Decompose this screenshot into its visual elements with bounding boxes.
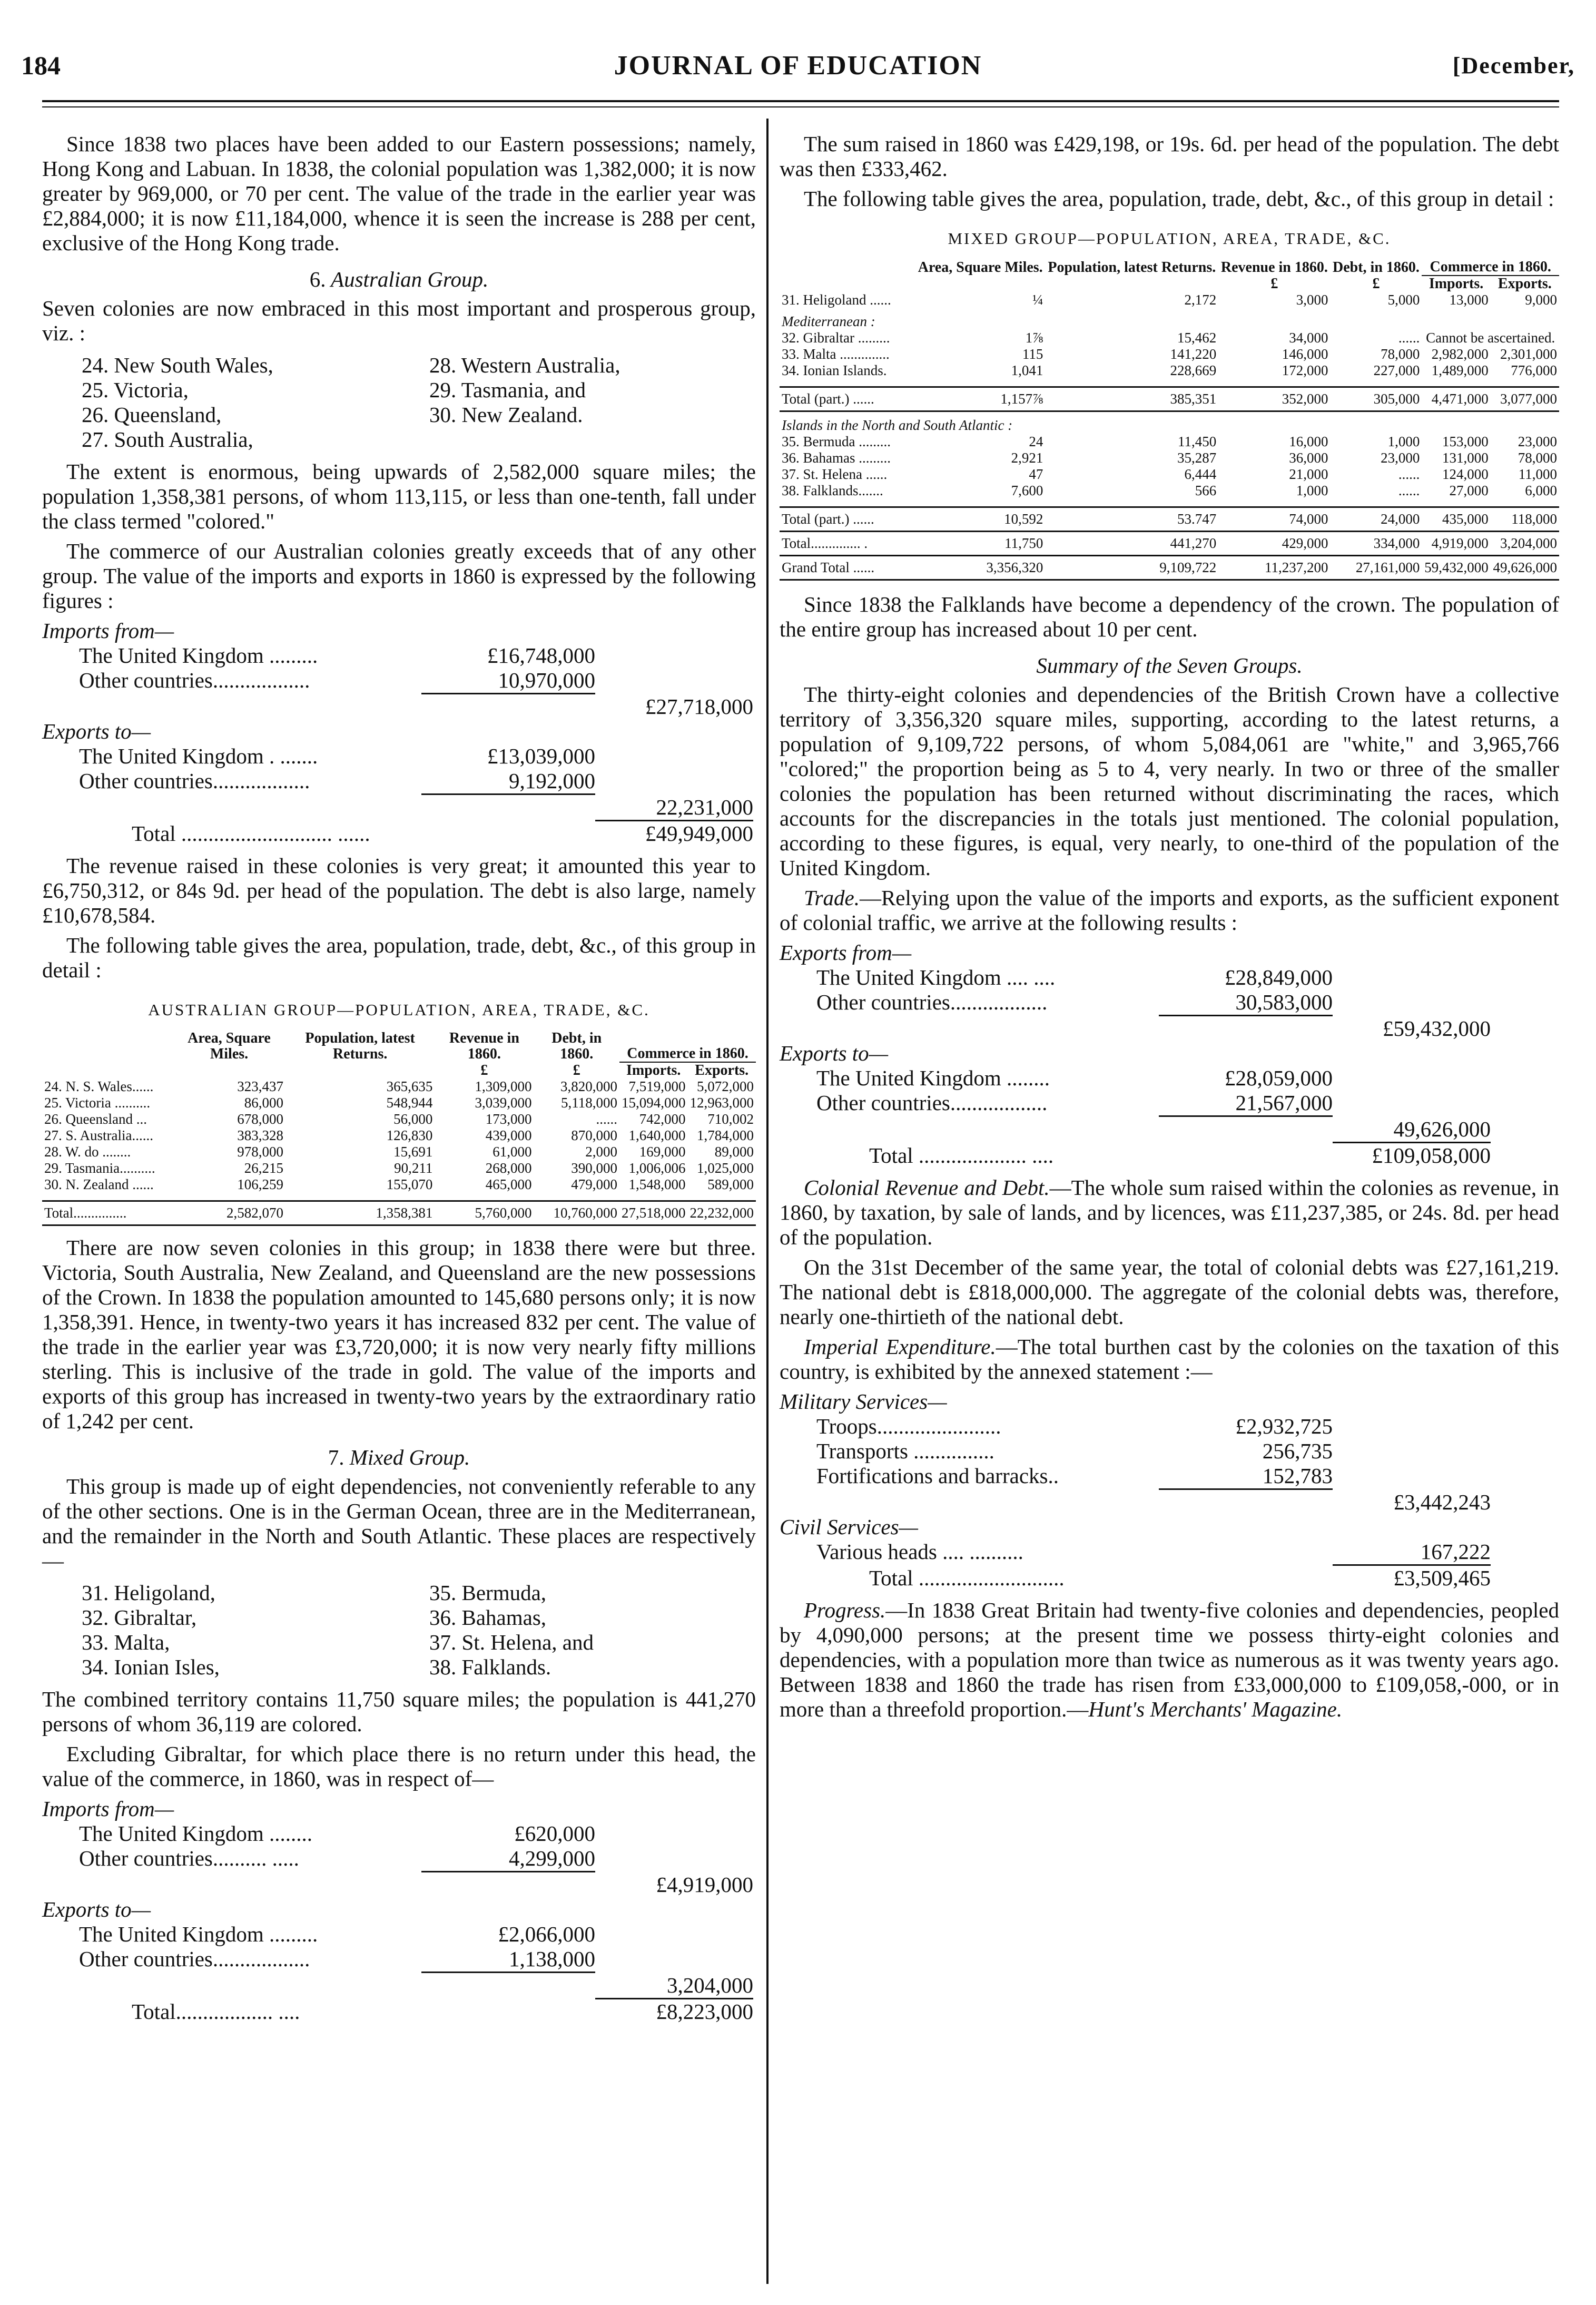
citation: Hunt's Merchants' Magazine. (1088, 1697, 1343, 1721)
figure-row: The United Kingdom ........ £620,000 (79, 1821, 595, 1846)
page-number: 184 (21, 51, 61, 80)
table-row: 35. Bermuda ......... 24 11,450 16,000 1,000 153,000 23,000 (782, 434, 1557, 449)
month-heading: [December, (1452, 53, 1575, 79)
table-row: 30. N. Zealand ...... 106,259 155,070 465,000 479,000 1,548,000 589,000 (44, 1176, 754, 1192)
figure-row: Troops....................... £2,932,725 (816, 1414, 1333, 1438)
figure-row: Other countries.......... ..... 4,299,000 (42, 1846, 756, 1872)
list-item: 32. Gibraltar, (82, 1605, 197, 1630)
table-row: 31. Heligoland ...... ¼ 2,172 3,000 5,000 13,000 9,000 (782, 292, 1557, 308)
list-item: 38. Falklands. (429, 1655, 551, 1679)
figure-subtotal: 49,626,000 (780, 1117, 1559, 1143)
list-item: 33. Malta, (82, 1630, 170, 1654)
list-item (429, 427, 756, 452)
column-header: Population, latest Returns. (1048, 259, 1216, 276)
mixed-group-table (780, 259, 1559, 581)
table-row: 36. Bahamas ......... 2,921 35,287 36,000 23,000 131,000 78,000 (782, 450, 1557, 466)
figure-row: Other countries.................. 21,567,000 (780, 1091, 1559, 1117)
figure-total: Total.................. .... £8,223,000 (132, 1999, 753, 2024)
table-row: 34. Ionian Islands. 1,041 228,669 172,000 227,000 1,489,000 776,000 (782, 362, 1557, 378)
figure-subtotal: £59,432,000 (1383, 1016, 1491, 1041)
figure-row: The United Kingdom ......... £16,748,000 (79, 643, 595, 668)
header-rule-thin (42, 106, 1559, 107)
paragraph-summary: The thirty-eight colonies and dependencies of the British Crown have a collective territory of 3,356,320 square miles, supporting, according to the latest returns, a population of 9,109,722 persons, of whom 5,084,061 are "white," and 3,965,766 "colored;" the proportion being as 5 to 4, very nearly. In two or three of the smaller colonies the population has been returned without discriminating the races, which accounts for the discrepancies in the totals just mentioned. The colonial population, according to these figures, is equal, very nearly, to one-third of the population of the United Kingdom. (780, 682, 1559, 880)
paragraph-extent: The extent is enormous, being upwards of 2,582,000 square miles; the population 1,358,381 persons, of whom 113,115, or less than one-tenth, fall under the class termed "colored." (42, 459, 756, 533)
column-header: Area, Square Miles. (188, 1030, 271, 1062)
table-subtotal-row: Total (part.) ...... 10,592 53.747 74,000 24,000 435,000 118,000 (780, 507, 1559, 532)
table-row: 24. N. S. Wales...... 323,437 365,635 1,309,000 3,820,000 7,519,000 5,072,000 (44, 1078, 754, 1094)
list-item: 31. Heligoland, (82, 1581, 215, 1605)
figure-heading: Exports to— (42, 719, 151, 743)
list-item: 36. Bahamas, (429, 1605, 547, 1630)
table-row: 37. St. Helena ...... 47 6,444 21,000 ...... 124,000 11,000 (782, 466, 1557, 482)
column-header: Debt, in 1860. (551, 1030, 602, 1062)
mixed-colony-list (82, 1581, 756, 1680)
paragraph-sum-raised: The sum raised in 1860 was £429,198, or 19s. 6d. per head of the population. The debt was then £333,462. (780, 132, 1559, 181)
figure-row: Fortifications and barracks.. 152,783 (780, 1464, 1559, 1490)
figure-total: Total .................... .... £109,058,000 (869, 1143, 1491, 1168)
column-header: Commerce in 1860. (1422, 259, 1559, 276)
list-item: 25. Victoria, (82, 378, 189, 402)
figure-subtotal: 3,204,000 (42, 1973, 756, 1999)
figure-heading: Civil Services— (780, 1515, 919, 1539)
figure-row: The United Kingdom . ....... £13,039,000 (79, 744, 595, 768)
figure-subtotal: £3,442,243 (1393, 1490, 1491, 1514)
column-header: Imports. (1428, 276, 1484, 292)
figure-row: Transports ............... 256,735 (816, 1439, 1333, 1463)
column-header: Revenue in 1860. (449, 1030, 519, 1062)
right-column (780, 132, 1559, 1727)
column-header: Exports. (1498, 276, 1552, 292)
section-heading-summary: Summary of the Seven Groups. (1036, 653, 1303, 678)
list-item: 30. New Zealand. (429, 403, 583, 427)
list-item: 27. South Australia, (82, 427, 253, 452)
figure-total: Total ........................... £3,509,465 (869, 1566, 1491, 1590)
total-trade-figures (780, 940, 1559, 1168)
column-header: Area, Square Miles. (918, 259, 1043, 276)
table-row: 27. S. Australia...... 383,328 126,830 439,000 870,000 1,640,000 1,784,000 (44, 1127, 754, 1143)
column-header: Revenue in 1860. (1220, 259, 1328, 276)
paragraph-progress: Progress.—In 1838 Great Britain had twenty-five colonies and dependencies, peopled by 4,090,000 persons; at the present time we possess thirty-eight colonies and dependencies, with a population more than twice as numerous as it was twenty years ago. Between 1838 and 1860 the trade has risen from £33,000,000 to £109,058,-000, or in more than a threefold proportion.—Hunt's Merchants' Magazine. (780, 1598, 1559, 1721)
column-header: Exports. (695, 1062, 749, 1078)
figure-subtotal: £27,718,000 (645, 694, 753, 719)
figure-heading: Imports from— (42, 1797, 174, 1821)
paragraph-combined-territory: The combined territory contains 11,750 square miles; the population is 441,270 persons of whom 36,119 are colored. (42, 1687, 756, 1736)
paragraph-eastern-possessions: Since 1838 two places have been added to our Eastern possessions; namely, Hong Kong and Labuan. In 1838, the colonial population was 1,382,000; it is now greater by 969,000, or 70 per cent. The value of the trade in the earlier year was £2,884,000; it is now £11,184,000, whence it is seen the increase is 288 per cent, exclusive of the Hong Kong trade. (42, 132, 756, 255)
list-item: 35. Bermuda, (429, 1581, 547, 1605)
section-title: Mixed Group. (349, 1445, 470, 1469)
table-row: 26. Queensland ... 678,000 56,000 173,000 ...... 742,000 710,002 (44, 1111, 754, 1127)
table-subheader-row: £ £ Imports. Exports. (780, 276, 1559, 292)
figure-row: The United Kingdom ......... £2,066,000 (79, 1922, 595, 1946)
figure-heading: Imports from— (42, 619, 174, 643)
figure-total: Total ............................ ...... £49,949,000 (132, 821, 753, 846)
paragraph-following-table: The following table gives the area, population, trade, debt, &c., of this group in detail : (804, 187, 1554, 211)
table-header-row (42, 1031, 756, 1062)
list-item: 24. New South Wales, (82, 353, 273, 377)
table-row: 32. Gibraltar ......... 1⅞ 15,462 34,000 ...... Cannot be ascertained. (782, 330, 1555, 346)
list-item: 28. Western Australia, (429, 353, 620, 377)
paragraph-falklands: Since 1838 the Falklands have become a dependency of the crown. The population of the entire group has increased about 10 per cent. (780, 592, 1559, 641)
table-subtotal-row: Total (part.) ...... 1,157⅞ 385,351 352,000 305,000 4,471,000 3,077,000 (780, 387, 1559, 411)
australian-trade-figures (42, 619, 756, 846)
paragraph-seven-colonies: Seven colonies are now embraced in this most important and prosperous group, viz. : (42, 296, 756, 345)
table-subheader-row: £ £ Imports. Exports. (42, 1062, 756, 1078)
section-title: Australian Group. (331, 267, 489, 291)
paragraph-following-table: The following table gives the area, population, trade, debt, &c., of this group in detail : (42, 933, 756, 982)
paragraph-excluding-gibraltar: Excluding Gibraltar, for which place there is no return under this head, the value of the commerce, in 1860, was in respect of— (42, 1742, 756, 1791)
australian-group-table (42, 1031, 756, 1226)
figure-row: Various heads .... .......... 167,222 (780, 1539, 1559, 1566)
table-caption: MIXED GROUP—POPULATION, AREA, TRADE, &C. (948, 229, 1391, 248)
paragraph-now-seven: There are now seven colonies in this group; in 1838 there were but three. Victoria, South Australia, New Zealand, and Queensland are the new possessions of the Crown. In 1838 the population amounted to 145,680 persons only; it is now 1,358,391. Hence, in twenty-two years it has increased 832 per cent. The value of the trade in the earlier year was £3,720,000; it is now very nearly fifty millions sterling. This is inclusive of the trade in gold. The value of the imports and exports of this group has increased in twenty-two years by the extraordinary ratio of 1,242 per cent. (42, 1235, 756, 1433)
paragraph-revenue: The revenue raised in these colonies is very great; it amounted this year to £6,750,312, or 84s 9d. per head of the population. The debt is also large, namely £10,678,584. (42, 854, 756, 927)
table-group-heading: Mediterranean : (782, 313, 875, 329)
table-grand-total-row: Grand Total ...... 3,356,320 9,109,722 11,237,200 27,161,000 59,432,000 49,626,000 (780, 556, 1559, 580)
table-caption: AUSTRALIAN GROUP—POPULATION, AREA, TRADE, &C. (148, 1001, 650, 1019)
imperial-expenditure-figures (780, 1389, 1559, 1591)
table-row: 33. Malta .............. 115 141,220 146,000 78,000 2,982,000 2,301,000 (782, 346, 1557, 362)
table-row: 25. Victoria .......... 86,000 548,944 3,039,000 5,118,000 15,094,000 12,963,000 (44, 1095, 754, 1111)
section-heading-mixed (42, 1445, 756, 1470)
figure-heading: Exports from— (780, 940, 912, 965)
header-rule (42, 100, 1559, 102)
figure-row: Other countries.................. 10,970,000 (42, 668, 756, 694)
figure-row: Other countries.................. 9,192,000 (42, 769, 756, 795)
section-number: 6. (309, 267, 326, 291)
figure-row: Other countries.................. 1,138,000 (42, 1947, 756, 1973)
list-item: 37. St. Helena, and (429, 1630, 594, 1654)
figure-heading: Exports to— (42, 1897, 151, 1921)
list-item: 29. Tasmania, and (429, 378, 586, 402)
paragraph-commerce: The commerce of our Australian colonies greatly exceeds that of any other group. The value of the imports and exports in 1860 is expressed by the following figures : (42, 539, 756, 613)
running-title: JOURNAL OF EDUCATION (614, 51, 982, 81)
mixed-trade-figures (42, 1797, 756, 2024)
column-divider (766, 119, 769, 2284)
column-header: Imports. (626, 1062, 681, 1078)
figure-heading: Exports to— (780, 1041, 889, 1065)
table-group-heading: Islands in the North and South Atlantic : (782, 417, 1013, 433)
figure-heading: Military Services— (780, 1389, 947, 1414)
page-header (21, 50, 1575, 92)
section-number: 7. (328, 1445, 344, 1469)
list-item: 34. Ionian Isles, (82, 1655, 220, 1679)
australian-colony-list (82, 353, 756, 452)
figure-subtotal: £4,919,000 (656, 1872, 753, 1897)
paragraph-imperial-expenditure: Imperial Expenditure.—The total burthen cast by the colonies on the taxation of this country, is exhibited by the annexed statement :— (780, 1335, 1559, 1384)
left-column (42, 132, 756, 2032)
figure-row: Other countries.................. 30,583,000 (780, 990, 1559, 1016)
table-row: 38. Falklands....... 7,600 566 1,000 ...... 27,000 6,000 (782, 483, 1557, 498)
figure-row: The United Kingdom .... .... £28,849,000 (816, 965, 1333, 989)
column-header: Commerce in 1860. (619, 1031, 756, 1062)
paragraph-colonial-debt: On the 31st December of the same year, the total of colonial debts was £27,161,219. The national debt is £818,000,000. The aggregate of the colonial debts was, therefore, nearly one-thirtieth of the national debt. (780, 1255, 1559, 1329)
figure-row: The United Kingdom ........ £28,059,000 (816, 1066, 1333, 1090)
table-row: 28. W. do ........ 978,000 15,691 61,000 2,000 169,000 89,000 (44, 1144, 754, 1160)
table-header-row (780, 259, 1559, 276)
column-header: Population, latest Returns. (305, 1030, 415, 1062)
section-heading-australian (42, 267, 756, 292)
paragraph-mixed-group: This group is made up of eight dependencies, not conveniently referable to any of the other sections. One is in the German Ocean, three are in the Mediterranean, and the remainder in the North and South Atlantic. These places are respectively— (42, 1474, 756, 1573)
paragraph-colonial-revenue: Colonial Revenue and Debt.—The whole sum raised within the colonies as revenue, in 1860, by taxation, by sale of lands, and by licences, was £11,237,385, or 24s. 8d. per head of the population. (780, 1175, 1559, 1249)
list-item: 26. Queensland, (82, 403, 222, 427)
column-header: Debt, in 1860. (1333, 259, 1420, 276)
table-total-row: Total.............. . 11,750 441,270 429,000 334,000 4,919,000 3,204,000 (780, 532, 1559, 556)
table-row: 29. Tasmania.......... 26,215 90,211 268,000 390,000 1,006,006 1,025,000 (44, 1160, 754, 1176)
table-total-row: Total............... 2,582,070 1,358,381 5,760,000 10,760,000 27,518,000 22,232,000 (42, 1201, 756, 1225)
figure-subtotal: 22,231,000 (42, 795, 756, 821)
paragraph-trade: Trade.—Relying upon the value of the imports and exports, as the sufficient exponent of colonial traffic, we arrive at the following results : (780, 886, 1559, 935)
